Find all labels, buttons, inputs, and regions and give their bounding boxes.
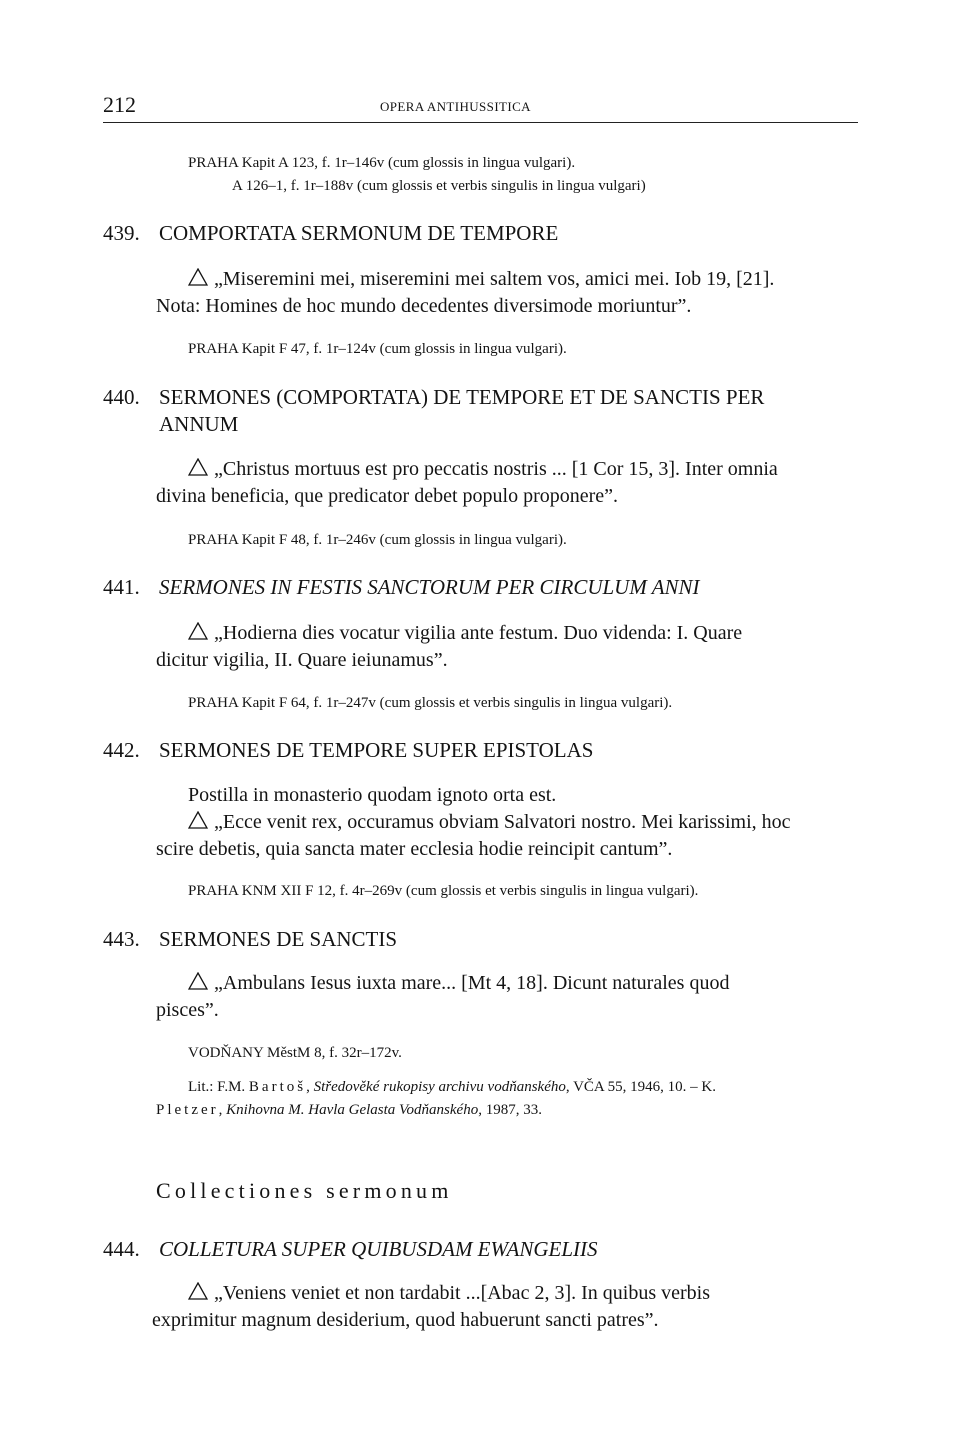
work-title: Středověké rukopisy archivu vodňanského: [313, 1079, 566, 1095]
entry-heading: SERMONES (COMPORTATA) DE TEMPORE ET DE SANCTIS PER: [159, 385, 765, 409]
triangle-icon: [188, 268, 208, 286]
manuscript-line: PRAHA Kapit F 47, f. 1r–124v (cum glossis in lingua vulgari).: [188, 341, 567, 357]
incipit-text: „Veniens veniet et non tardabit ...[Abac 2, 3]. In quibus verbis: [214, 1282, 710, 1304]
work-details: , 1987, 33.: [478, 1102, 542, 1118]
entry-heading-continued: ANNUM: [159, 412, 239, 436]
entry-number: 439.: [103, 221, 140, 245]
page-number: 212: [103, 92, 136, 117]
entry-number: 442.: [103, 738, 140, 762]
entry-heading: SERMONES DE SANCTIS: [159, 927, 398, 951]
triangle-icon: [188, 811, 208, 829]
incipit-line: [188, 620, 742, 647]
author-initials: F.M.: [217, 1079, 246, 1095]
incipit-line: [188, 456, 778, 483]
author-surname: Bartoš: [248, 1079, 307, 1095]
author-surname: Pletzer: [156, 1102, 219, 1118]
entry-title-443: [103, 926, 397, 952]
work-details: , VČA 55, 1946, 10. – K.: [565, 1079, 717, 1095]
work-title: Knihovna M. Havla Gelasta Vodňanského: [226, 1102, 479, 1118]
entry-title-439: [103, 220, 558, 246]
entry-number: 441.: [103, 575, 140, 599]
entry-heading: COMPORTATA SERMONUM DE TEMPORE: [159, 221, 559, 245]
entry-heading: SERMONES IN FESTIS SANCTORUM PER CIRCULUM ANNI: [159, 575, 700, 599]
triangle-icon: [188, 972, 208, 990]
entry-title-440: [103, 384, 764, 410]
entry-note: Postilla in monasterio quodam ignoto orta est.: [188, 784, 557, 806]
literature-label: Lit.:: [188, 1079, 214, 1095]
entry-title-441: [103, 574, 700, 600]
section-heading: Collectiones sermonum: [156, 1178, 453, 1203]
literature-line: Pletzer, Knihovna M. Havla Gelasta Vodňanského, 1987, 33.: [156, 1102, 542, 1118]
entry-number: 443.: [103, 927, 140, 951]
entry-number: 444.: [103, 1237, 140, 1261]
manuscript-line: PRAHA KNM XII F 12, f. 4r–269v (cum glossis et verbis singulis in lingua vulgari).: [188, 883, 699, 899]
header-rule: [103, 122, 858, 123]
manuscript-line: PRAHA Kapit A 123, f. 1r–146v (cum glossis in lingua vulgari).: [188, 155, 576, 171]
incipit-text: „Christus mortuus est pro peccatis nostris ... [1 Cor 15, 3]. Inter omnia: [214, 458, 778, 480]
incipit-text: „Hodierna dies vocatur vigilia ante festum. Duo videnda: I. Quare: [214, 622, 743, 644]
entry-heading: COLLETURA SUPER QUIBUSDAM EWANGELIIS: [159, 1237, 598, 1261]
incipit-line: scire debetis, quia sancta mater ecclesia hodie reincipit cantum”.: [156, 838, 673, 860]
literature-line: Lit.: F.M. Bartoš, Středověké rukopisy archivu vodňanského, VČA 55, 1946, 10. – K.: [188, 1079, 717, 1095]
incipit-line: [188, 970, 729, 997]
incipit-line: [188, 266, 774, 293]
entry-title-442: [103, 737, 593, 763]
incipit-text: „Ecce venit rex, occuramus obviam Salvatori nostro. Mei karissimi, hoc: [214, 811, 791, 833]
triangle-icon: [188, 622, 208, 640]
incipit-line: [188, 1280, 710, 1307]
incipit-line: divina beneficia, que predicator debet populo proponere”.: [156, 485, 619, 507]
manuscript-line: PRAHA Kapit F 64, f. 1r–247v (cum glossis et verbis singulis in lingua vulgari).: [188, 695, 673, 711]
manuscript-line: VODŇANY MěstM 8, f. 32r–172v.: [188, 1045, 402, 1061]
manuscript-line: PRAHA Kapit F 48, f. 1r–246v (cum glossis in lingua vulgari).: [188, 532, 567, 548]
triangle-icon: [188, 1282, 208, 1300]
running-title: OPERA ANTIHUSSITICA: [380, 99, 531, 114]
entry-title-444: [103, 1236, 598, 1262]
incipit-line: Nota: Homines de hoc mundo decedentes diversimode moriuntur”.: [156, 295, 692, 317]
triangle-icon: [188, 458, 208, 476]
incipit-text: „Miseremini mei, miseremini mei saltem vos, amici mei. Iob 19, [21].: [214, 268, 775, 290]
incipit-line: exprimitur magnum desiderium, quod habuerunt sancti patres”.: [152, 1309, 659, 1331]
incipit-line: dicitur vigilia, II. Quare ieiunamus”.: [156, 649, 448, 671]
entry-number: 440.: [103, 385, 140, 409]
entry-heading: SERMONES DE TEMPORE SUPER EPISTOLAS: [159, 738, 594, 762]
incipit-line: [188, 809, 791, 836]
manuscript-line: A 126–1, f. 1r–188v (cum glossis et verbis singulis in lingua vulgari): [232, 178, 646, 194]
incipit-text: „Ambulans Iesus iuxta mare... [Mt 4, 18]. Dicunt naturales quod: [214, 972, 730, 994]
incipit-line: pisces”.: [156, 999, 219, 1021]
